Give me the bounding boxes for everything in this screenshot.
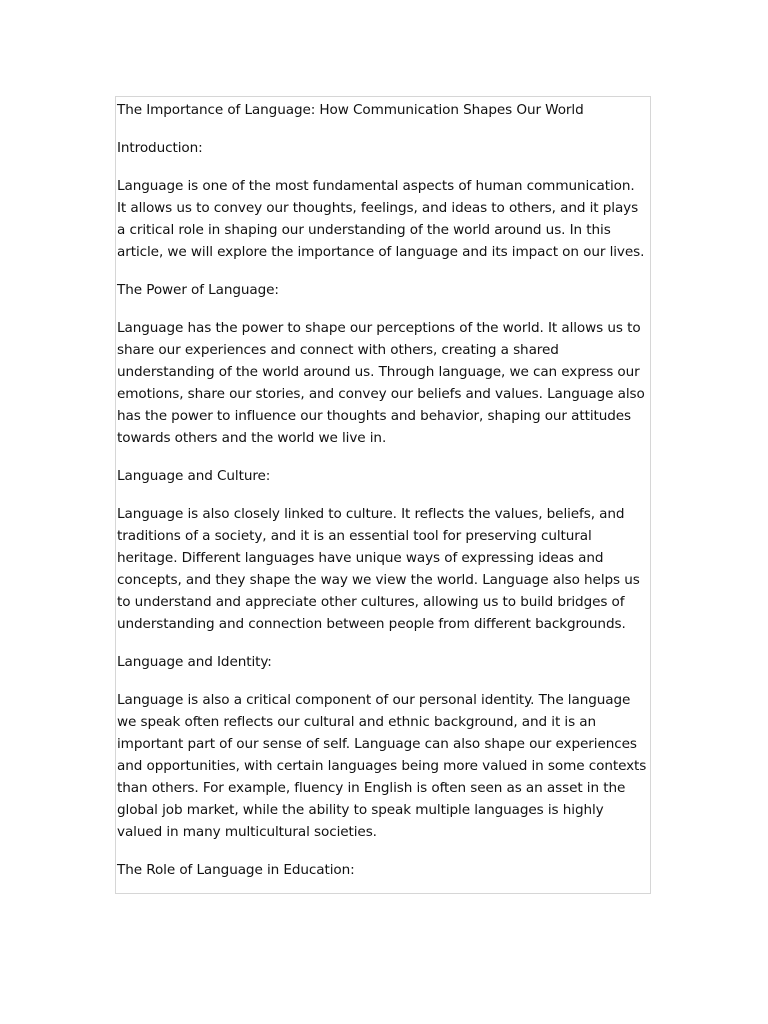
paragraph-line: Language is also a critical component of our personal identity. The language [117, 692, 631, 708]
paragraph-line: article, we will explore the importance of language and its impact on our lives. [117, 244, 645, 260]
paragraph-line: has the power to influence our thoughts and behavior, shaping our attitudes [117, 408, 632, 424]
paragraph-line: concepts, and they shape the way we view the world. Language also helps us [117, 572, 640, 588]
paragraph-line: share our experiences and connect with others, creating a shared [117, 342, 559, 358]
document-title: The Importance of Language: How Communication Shapes Our World [117, 102, 584, 118]
paragraph-line: global job market, while the ability to speak multiple languages is highly [117, 802, 604, 818]
section-heading-language-and-identity: Language and Identity: [117, 654, 272, 670]
paragraph-line: Language is also closely linked to culture. It reflects the values, beliefs, and [117, 506, 625, 522]
paragraph-line: Language has the power to shape our perceptions of the world. It allows us to [117, 320, 641, 336]
paragraph-line: towards others and the world we live in. [117, 430, 387, 446]
paragraph-line: Language is one of the most fundamental aspects of human communication. [117, 178, 635, 194]
paragraph-line: important part of our sense of self. Language can also shape our experiences [117, 736, 637, 752]
paragraph-line: understanding and connection between people from different backgrounds. [117, 616, 626, 632]
paragraph-line: valued in many multicultural societies. [117, 824, 377, 840]
paragraph-line: a critical role in shaping our understanding of the world around us. In this [117, 222, 611, 238]
paragraph-line: traditions of a society, and it is an essential tool for preserving cultural [117, 528, 592, 544]
section-heading-introduction: Introduction: [117, 140, 203, 156]
paragraph-line: emotions, share our stories, and convey our beliefs and values. Language also [117, 386, 645, 402]
section-heading-role-of-language-in-education: The Role of Language in Education: [117, 862, 355, 878]
section-heading-power-of-language: The Power of Language: [117, 282, 279, 298]
paragraph-line: than others. For example, fluency in English is often seen as an asset in the [117, 780, 626, 796]
paragraph-line: and opportunities, with certain languages being more valued in some contexts [117, 758, 647, 774]
paragraph-line: It allows us to convey our thoughts, feelings, and ideas to others, and it plays [117, 200, 639, 216]
paragraph-line: we speak often reflects our cultural and ethnic background, and it is an [117, 714, 597, 730]
paragraph-line: to understand and appreciate other cultures, allowing us to build bridges of [117, 594, 625, 610]
section-heading-language-and-culture: Language and Culture: [117, 468, 271, 484]
document-content [117, 99, 651, 881]
paragraph-line: heritage. Different languages have unique ways of expressing ideas and [117, 550, 604, 566]
document-page [115, 96, 651, 894]
paragraph-line: understanding of the world around us. Through language, we can express our [117, 364, 640, 380]
